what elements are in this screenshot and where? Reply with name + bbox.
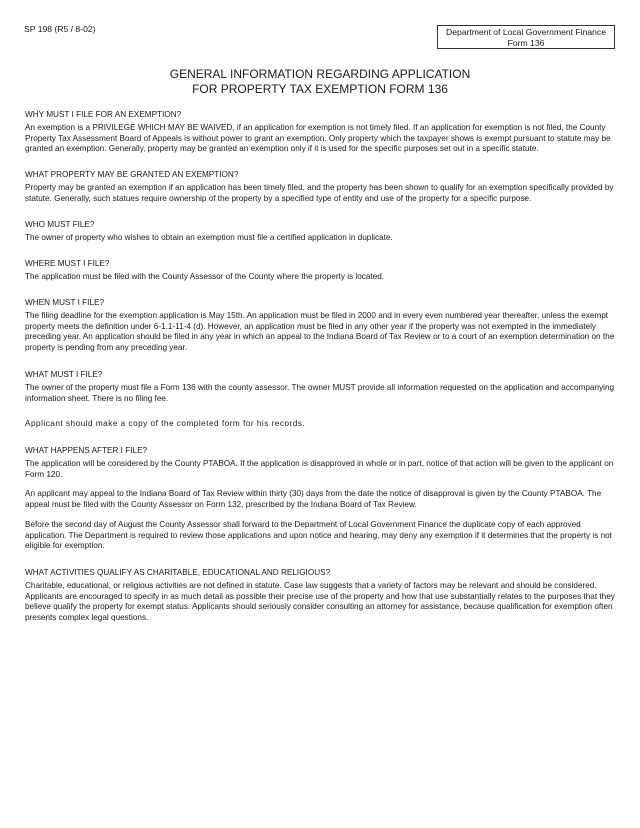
section-paragraph: Property may be granted an exemption if an application has been timely filed, and the property has been shown to qualify for an exemption specifically provided by statute. Generally, such statues require ownership of the property by a specified type of entity and use of the property for a specific purpose. (25, 183, 614, 203)
section-paragraph: An applicant may appeal to the Indiana Board of Tax Review within thirty (30) days from the date the notice of disapproval is given by the County PTABOA. The appeal must be filed with the County Assessor on Form 132, prescribed by the Indiana Board of Tax Review. (25, 489, 602, 510)
department-box (437, 25, 615, 49)
section-heading: WHAT HAPPENS AFTER I FILE? (25, 446, 148, 455)
form-number: Form 136 (507, 38, 545, 48)
section-where-file (25, 258, 617, 283)
section-paragraph: The owner of property who wishes to obtain an exemption must file a certified application in duplicate. (25, 233, 393, 242)
section-heading: WHO MUST FILE? (25, 220, 95, 229)
section-heading: WHAT PROPERTY MAY BE GRANTED AN EXEMPTION? (25, 170, 239, 179)
section-paragraph: The owner of the property must file a Form 136 with the county assessor. The owner MUST provide all information requested on the application and accompanying information sheet. There is no filing fee. (25, 383, 615, 403)
title-line-2: FOR PROPERTY TAX EXEMPTION FORM 136 (192, 81, 448, 96)
department-name: Department of Local Government Finance (445, 27, 607, 37)
section-paragraph: Before the second day of August the County Assessor shall forward to the Department of Local Government Finance the duplicate copy of each approved application. The Department is required to review those applications and upon notice and hearing, may deny any exemption if it determines that the property is not eligible for exemption. (25, 519, 612, 551)
title-line-1: GENERAL INFORMATION REGARDING APPLICATION (169, 67, 471, 81)
section-after-file (25, 445, 617, 552)
section-heading: WHERE MUST I FILE? (25, 259, 110, 268)
section-why-file (25, 109, 617, 155)
section-heading: WHAT MUST I FILE? (25, 370, 103, 379)
section-paragraph: The application will be considered by the County PTABOA. If the application is disapproved in whole or in part, notice of that action will be given to the applicant on Form 120. (25, 459, 614, 479)
section-heading: WHEN MUST I FILE? (25, 298, 105, 307)
section-who-file (25, 219, 617, 244)
form-id: SP 198 (R5 / 8-02) (24, 24, 96, 34)
copy-note: Applicant should make a copy of the completed form for his records. (25, 419, 306, 428)
section-paragraph: The application must be filed with the County Assessor of the County where the property is located. (25, 272, 385, 281)
section-what-property (25, 169, 617, 204)
section-heading: WHY MUST I FILE FOR AN EXEMPTION? (25, 110, 182, 119)
section-heading: WHAT ACTIVITIES QUALIFY AS CHARITABLE, EDUCATIONAL AND RELIGIOUS? (25, 568, 331, 577)
section-what-file (25, 369, 617, 404)
section-paragraph: The filing deadline for the exemption application is May 15th. An application must be filed in 2000 and in every even numbered year thereafter, unless the exempt property meets the definition under 6-1.1-11-4 (d). However, an application must be filed in any other year if the property was not exempted in the immediately preceding year. An application should be filed in any year in which an appeal to the Indiana Board of Tax Review or to a court of an exemption determination on the property is pending from any preceding year. (25, 311, 615, 353)
section-paragraph: An exemption is a PRIVILEGE WHICH MAY BE WAIVED, if an application for exemption is not timely filed. If an application for exemption is not filed, the County Property Tax Assessment Board of Appeals is without power to grant an exemption. Only property which the taxpayer shows is exempt pursuant to statute may be granted an exemption. Generally, property may be granted an exemption only if it is used for the specific purposes set out in a specific statute. (25, 123, 611, 154)
section-paragraph: Charitable, educational, or religious activities are not defined in statute. Case law suggests that a variety of factors may be relevant and should be considered. Applicants are encouraged to specify in as much detail as possible their precise use of the property and how that use substantially relates to the purposes that they believe qualify the property for exempt status. Applicants should seriously consider consulting an attorney for assistance, because qualification for exemption often presents complex legal questions. (25, 581, 615, 623)
section-when-file (25, 297, 617, 354)
section-activities-qualify (25, 567, 617, 624)
page-title (0, 67, 640, 96)
